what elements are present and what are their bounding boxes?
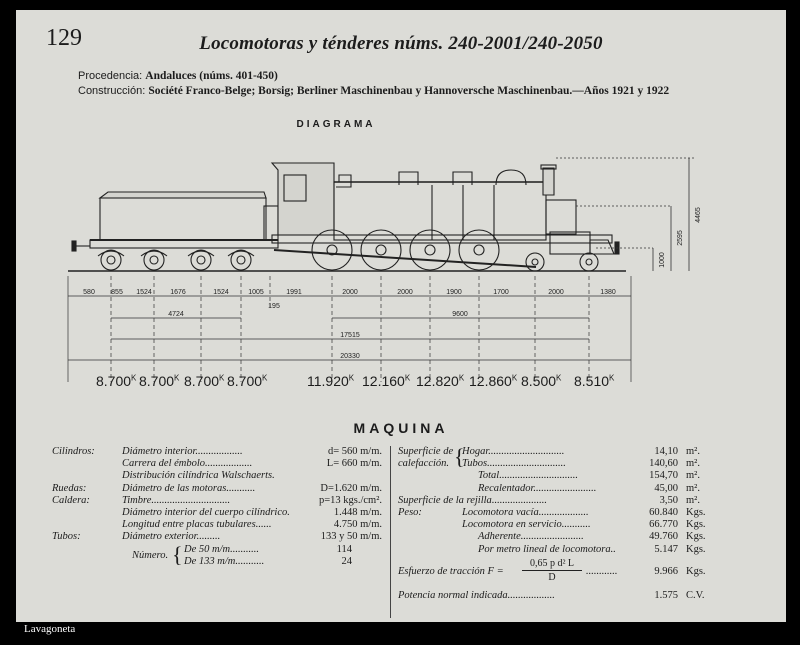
spec-label: Distribución cilíndrica Walschaerts. — [122, 470, 275, 482]
spec-row: Por metro lineal de locomotora.. 5.147 Kgs. — [478, 543, 706, 555]
spec-category: Cilindros: — [52, 446, 95, 457]
spec-row: Carrera del émbolo.................. L= 660 m/m. — [122, 458, 382, 470]
formula-denominator: D — [548, 571, 556, 583]
spec-unit: m². — [686, 470, 700, 482]
spec-row: Cilindros: Diámetro interior.................. d= 560 m/m. — [52, 446, 382, 457]
spec-value: 9.966 — [654, 565, 678, 577]
spec-unit: m². — [686, 494, 700, 506]
spec-label: Locomotora vacía — [462, 506, 539, 518]
spec-unit: m². — [686, 482, 700, 494]
spacing-label: 1991 — [286, 289, 302, 296]
spec-unit: Kgs. — [686, 519, 706, 531]
tubes-number-label: Número. — [132, 549, 169, 561]
total-length-label: 20330 — [340, 353, 360, 360]
spec-value: 66.770 — [649, 519, 678, 531]
spec-value: 140,60 — [649, 458, 678, 470]
spec-category: calefacción. — [398, 458, 450, 469]
spec-label: Adherente — [478, 531, 521, 543]
spec-value: d= 560 m/m. — [327, 446, 382, 457]
provenance-value: Andaluces (núms. 401-450) — [145, 70, 278, 82]
engine-drawing — [272, 163, 619, 271]
spec-label: Locomotora en servicio — [462, 519, 562, 531]
traction-row: Esfuerzo de tracción F = 0,65 p d² L D ............ 9.966 Kgs. — [398, 557, 706, 583]
spec-value: 49.760 — [649, 531, 678, 543]
spec-label: Por metro lineal de locomotora — [478, 543, 611, 555]
spec-row: Tubos: Diámetro exterior......... 133 y 50 m/m. — [52, 531, 382, 543]
axle-load: $8.500^K$ — [521, 373, 562, 389]
spec-row: Caldera: Timbre.............................. p=13 kgs./cm². — [52, 494, 382, 506]
spec-value: 1.575 — [654, 589, 678, 601]
construction-value: Société Franco-Belge; Borsig; Berliner Maschinenbau y Hannoversche Maschinenbau.—Años 1921 y 1922 — [148, 85, 670, 97]
spec-value: 3,50 — [659, 494, 678, 506]
spacing-label: 1900 — [446, 289, 462, 296]
spec-row: Peso: Locomotora vacía................... 60.840 Kgs. — [398, 506, 706, 518]
spec-value: 14,10 — [654, 446, 678, 457]
axle-load: $12.820^K$ — [416, 373, 465, 389]
spec-value: D=1.620 m/m. — [320, 482, 382, 494]
spec-unit: Kgs. — [686, 506, 706, 518]
spec-label: Diámetro interior del cuerpo cilíndrico. — [122, 506, 290, 518]
tube-label: De 133 m/m — [184, 555, 236, 567]
spacing-label: 1676 — [170, 289, 186, 296]
spacing-label: 2000 — [342, 289, 358, 296]
spacing-label: 2000 — [548, 289, 564, 296]
spec-row: Potencia normal indicada.................. 1.575 C.V. — [398, 589, 705, 601]
tube-count: 114 — [336, 543, 352, 555]
axle-load: $8.700^K$ — [227, 373, 268, 389]
spacing-labels — [83, 289, 616, 360]
spec-value: p=13 kgs./cm². — [318, 494, 382, 506]
offset-label: 195 — [268, 303, 280, 310]
axle-load: $8.510^K$ — [574, 373, 615, 389]
axle-load: $11.920^K$ — [307, 373, 355, 389]
axle-loads — [16, 373, 786, 395]
diagram-title: DIAGRAMA — [296, 119, 376, 130]
spec-label: Diámetro interior — [122, 446, 196, 457]
axle-load: $8.700^K$ — [184, 373, 225, 389]
tubes-number-block: Número. { De 50 m/m........... 114 De 133 m/m........... 24 — [132, 541, 352, 567]
spec-unit: Kgs. — [686, 531, 706, 543]
spec-row — [52, 507, 382, 519]
leading-wheels — [526, 253, 598, 271]
spacing-label: 1005 — [248, 289, 264, 296]
spec-label: Superficie de la rejilla — [398, 494, 492, 506]
spec-label: Carrera del émbolo — [122, 458, 206, 470]
engine-wheelbase-label: 9600 — [452, 311, 468, 318]
spec-value: 60.840 — [649, 506, 678, 518]
spacing-label: 1524 — [213, 289, 229, 296]
tube-count: 24 — [341, 555, 352, 567]
spec-category: Ruedas: — [52, 482, 87, 494]
tender-wheelbase-label: 4724 — [168, 311, 184, 318]
locomotive-drawing — [68, 163, 626, 271]
spec-label: Timbre — [122, 494, 152, 506]
spacing-label: 1700 — [493, 289, 509, 296]
page-number: 129 — [46, 25, 82, 51]
spacing-label: 855 — [111, 289, 123, 296]
column-divider — [390, 446, 391, 618]
machine-specs-right — [398, 446, 714, 602]
machine-title: MAQUINA — [353, 420, 449, 436]
heating-surface-block: Superficie de calefacción. { Hogar............................. 14,10 m². Tubos.............................. 140,60 m². Total.............................. 154,70 m². Recalentador........................ 45,00 m². — [398, 444, 700, 494]
construction-label: Construcción: — [78, 85, 146, 97]
spec-unit: m². — [686, 446, 700, 457]
spec-value: 1.448 m/m. — [333, 506, 382, 518]
spec-label: Recalentador — [478, 482, 534, 494]
spec-category: Superficie de — [398, 446, 454, 457]
spec-label: Tubos — [462, 458, 488, 470]
axle-load: $12.860^K$ — [469, 373, 518, 389]
height-dim-buffer: 1000 — [659, 252, 666, 268]
spec-label: Diámetro exterior — [122, 531, 197, 543]
catalog-page — [16, 10, 786, 622]
tender-wheels — [98, 250, 254, 270]
spec-row: Ruedas: Diámetro de las motoras........... D=1.620 m/m. — [52, 482, 382, 494]
spacing-label: 580 — [83, 289, 95, 296]
height-dim-total: 4465 — [695, 207, 702, 223]
spec-category: Peso: — [398, 506, 422, 518]
spec-label: Longitud entre placas tubulares — [122, 519, 256, 531]
total-wheelbase-label: 17515 — [340, 332, 360, 339]
spec-row — [52, 470, 382, 482]
spec-value: 5.147 — [654, 543, 678, 555]
axle-load: $8.700^K$ — [96, 373, 137, 389]
spacing-label: 1524 — [136, 289, 152, 296]
tube-label: De 50 m/m — [184, 543, 231, 555]
formula-numerator: 0,65 p d² L — [522, 558, 582, 571]
spec-row: Locomotora en servicio........... 66.770 Kgs. — [462, 519, 706, 531]
page-title: Locomotoras y ténderes núms. 240-2001/240-2050 — [199, 33, 603, 54]
spec-value: 133 y 50 m/m. — [320, 531, 382, 543]
spec-value: 154,70 — [649, 470, 678, 482]
spec-unit: m². — [686, 458, 700, 470]
spec-value: 4.750 m/m. — [333, 519, 382, 531]
driving-wheels — [312, 230, 499, 270]
spec-row: Superficie de la rejilla..................... 3,50 m². — [398, 494, 700, 506]
spec-unit: C.V. — [686, 589, 705, 601]
spec-label: Hogar — [462, 446, 489, 457]
spec-row: Adherente........................ 49.760 Kgs. — [478, 531, 706, 543]
spec-unit: Kgs. — [686, 565, 706, 577]
spec-value: 45,00 — [654, 482, 678, 494]
spacing-label: 2000 — [397, 289, 413, 296]
provenance-label: Procedencia: — [78, 70, 143, 82]
height-dim-axis: 2595 — [677, 230, 684, 246]
spec-value: L= 660 m/m. — [326, 458, 382, 470]
machine-specs-left — [52, 446, 382, 568]
spec-row: Longitud entre placas tubulares...... 4.750 m/m. — [122, 519, 382, 531]
spec-category: Caldera: — [52, 494, 90, 506]
spec-unit: Kgs. — [686, 543, 706, 555]
tender-drawing — [72, 192, 278, 270]
spec-label: Diámetro de las motoras — [122, 482, 227, 494]
spacing-label: 1380 — [600, 289, 616, 296]
locomotive-diagram — [16, 10, 786, 410]
spec-label: Esfuerzo de tracción F = — [398, 565, 504, 577]
spec-label: Potencia normal indicada — [398, 589, 508, 601]
spec-label: Total — [478, 470, 500, 482]
axle-load: $8.700^K$ — [139, 373, 180, 389]
axle-load: $12.160^K$ — [362, 373, 411, 389]
spec-category: Tubos: — [52, 531, 81, 543]
footer-credit: Lavagoneta — [24, 623, 76, 635]
